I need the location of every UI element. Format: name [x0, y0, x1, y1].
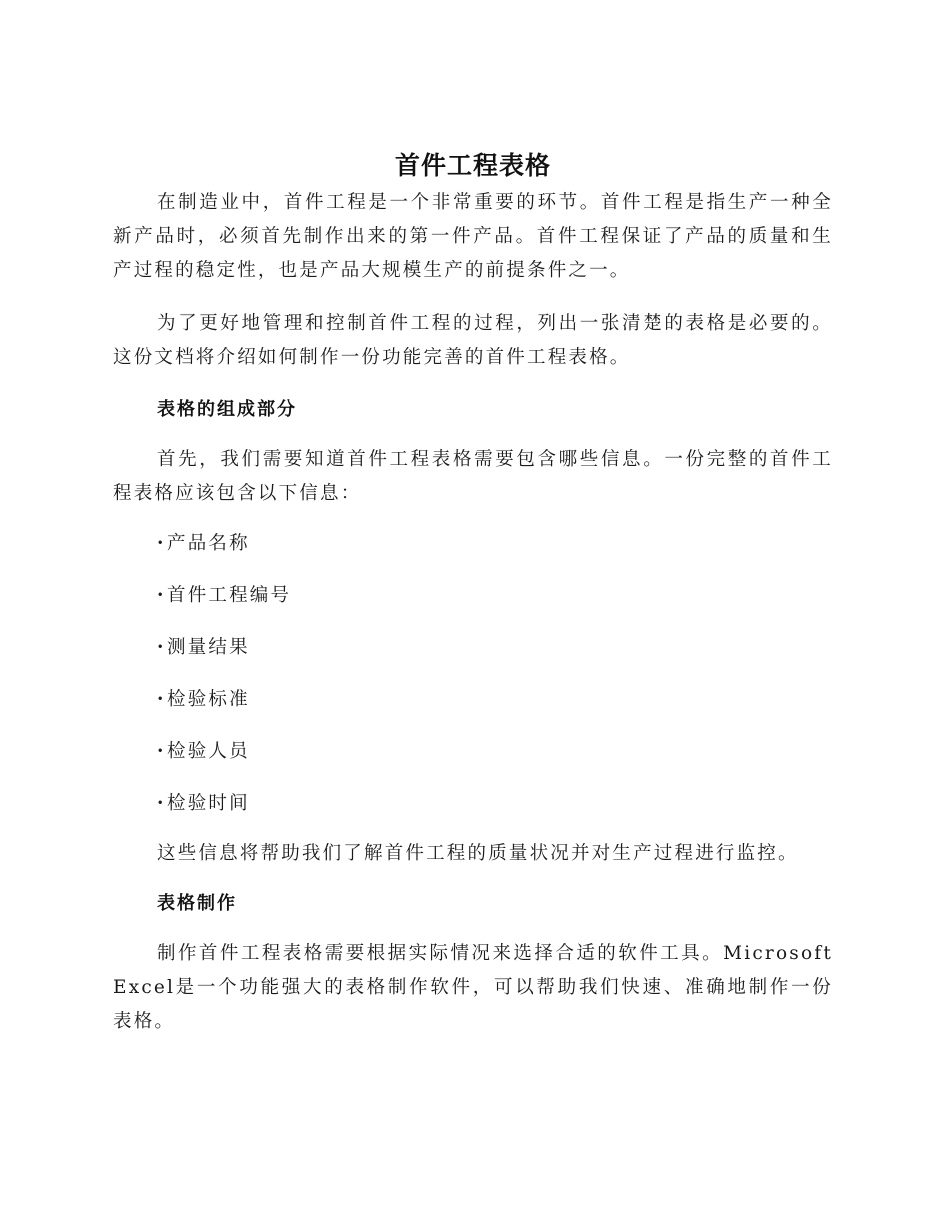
- list-item: [157, 683, 833, 717]
- list-item-label: 检验标准: [167, 689, 250, 710]
- document-page: [113, 148, 833, 1039]
- intro-paragraph-2: 为了更好地管理和控制首件工程的过程，列出一张清楚的表格是必要的。这份文档将介绍如何制作一份功能完善的首件工程表格。: [113, 313, 833, 368]
- section-heading-components: 表格的组成部分: [157, 399, 297, 420]
- making-paragraph: 制作首件工程表格需要根据实际情况来选择合适的软件工具。Microsoft Excel是一个功能强大的表格制作软件，可以帮助我们快速、准确地制作一份表格。: [113, 943, 833, 1032]
- list-item: [157, 527, 833, 561]
- bullet-dot-icon: ·: [157, 637, 166, 658]
- list-item: [157, 579, 833, 613]
- list-item: [157, 735, 833, 769]
- list-item-label: 测量结果: [167, 637, 250, 658]
- info-bullet-list: [113, 527, 833, 821]
- bullet-dot-icon: ·: [157, 741, 166, 762]
- list-item-label: 检验时间: [167, 793, 250, 814]
- list-item: [157, 631, 833, 665]
- document-title: 首件工程表格: [394, 151, 551, 180]
- list-item-label: 首件工程编号: [167, 585, 292, 606]
- components-paragraph: 首先，我们需要知道首件工程表格需要包含哪些信息。一份完整的首件工程表格应该包含以下信息：: [113, 449, 833, 504]
- section-heading-making: 表格制作: [157, 893, 237, 914]
- bullet-dot-icon: ·: [157, 533, 166, 554]
- list-item: [157, 787, 833, 821]
- bullet-dot-icon: ·: [157, 793, 166, 814]
- intro-paragraph-1: 在制造业中，首件工程是一个非常重要的环节。首件工程是指生产一种全新产品时，必须首先制作出来的第一件产品。首件工程保证了产品的质量和生产过程的稳定性，也是产品大规模生产的前提条件之一。: [113, 192, 833, 281]
- bullet-dot-icon: ·: [157, 585, 166, 606]
- bullet-dot-icon: ·: [157, 689, 166, 710]
- components-closing-paragraph: 这些信息将帮助我们了解首件工程的质量状况并对生产过程进行监控。: [157, 843, 799, 864]
- list-item-label: 产品名称: [167, 533, 250, 554]
- list-item-label: 检验人员: [167, 741, 250, 762]
